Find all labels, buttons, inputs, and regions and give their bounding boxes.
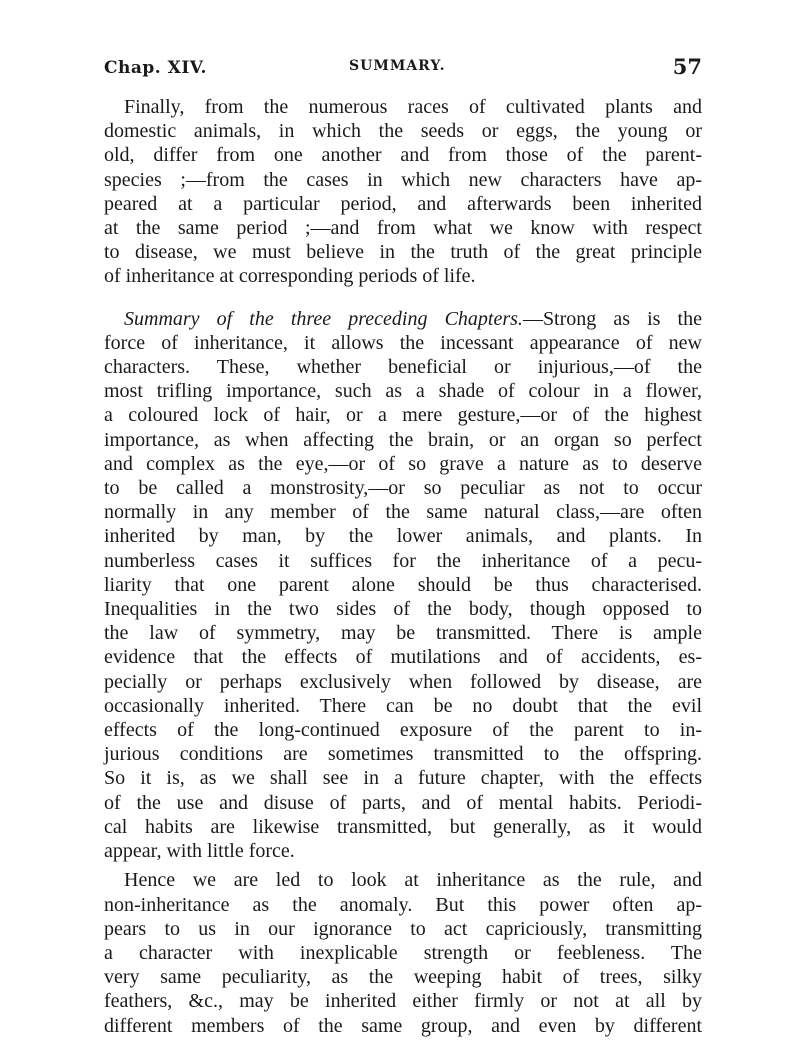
text-line: of inheritance at corresponding periods of life. — [104, 265, 476, 288]
text-line: peared at a particular period, and afterwards been inherited — [104, 192, 702, 215]
text-line: very same peculiarity, as the weeping habit of trees, silky — [104, 966, 702, 989]
running-title: SUMMARY. — [349, 58, 446, 74]
running-head — [104, 52, 702, 86]
text-line: at the same period ;—and from what we know with respect — [104, 217, 702, 240]
text-line: Inequalities in the two sides of the body, though opposed to — [104, 598, 702, 621]
text-line: domestic animals, in which the seeds or eggs, the young or — [104, 120, 702, 143]
text-line: Finally, from the numerous races of cultivated plants and — [124, 96, 702, 118]
text-line: appear, with little force. — [104, 840, 295, 863]
text-line: and complex as the eye,—or of so grave a nature as to deserve — [104, 452, 702, 475]
paragraph-hence — [104, 868, 702, 1037]
text-line — [104, 307, 702, 331]
text-line: to disease, we must believe in the truth of the great principle — [104, 241, 702, 264]
text-line: So it is, as we shall see in a future chapter, with the effects — [104, 767, 702, 790]
text-line: effects of the long-continued exposure of the parent to in- — [104, 719, 702, 742]
text-fragment: —Strong as is the — [522, 307, 702, 330]
text-line: importance, as when affecting the brain, or an organ so perfect — [104, 428, 702, 451]
text-line: feathers, &c., may be inherited either firmly or not at all by — [104, 990, 702, 1013]
text-line: cal habits are likewise transmitted, but generally, as it would — [104, 815, 702, 838]
text-line: normally in any member of the same natural class,—are often — [104, 501, 702, 524]
text-line: Hence we are led to look at inheritance as the rule, and — [124, 869, 702, 892]
text-line: of the use and disuse of parts, and of mental habits. Periodi- — [104, 791, 702, 814]
text-line: to be called a monstrosity,—or so peculiar as not to occur — [104, 477, 702, 500]
text-line: a coloured lock of hair, or a mere gesture,—or of the highest — [104, 404, 702, 427]
text-line: the law of symmetry, may be transmitted. There is ample — [104, 622, 702, 645]
paragraph-finally — [104, 95, 702, 289]
text-line: pecially or perhaps exclusively when followed by disease, are — [104, 670, 702, 693]
text-line: occasionally inherited. There can be no doubt that the evil — [104, 694, 702, 717]
text-line: liarity that one parent alone should be thus characterised. — [104, 573, 702, 596]
text-line: characters. These, whether beneficial or injurious,—of the — [104, 356, 702, 379]
paragraph-summary — [104, 307, 702, 864]
text-line: evidence that the effects of mutilations and of accidents, es- — [104, 646, 702, 669]
text-line: non-inheritance as the anomaly. But this power often ap- — [104, 893, 702, 916]
book-page — [104, 52, 702, 1038]
text-line: numberless cases it suffices for the inheritance of a pecu- — [104, 549, 702, 572]
section-heading: Summary of the three preceding Chapters. — [124, 307, 523, 330]
page-number: 57 — [672, 54, 702, 79]
text-line: force of inheritance, it allows the incessant appearance of new — [104, 331, 702, 354]
text-line: inherited by man, by the lower animals, and plants. In — [104, 525, 702, 548]
text-line: jurious conditions are sometimes transmitted to the offspring. — [104, 743, 702, 766]
text-line: pears to us in our ignorance to act capriciously, transmitting — [104, 917, 702, 940]
text-line: a character with inexplicable strength or feebleness. The — [104, 941, 702, 964]
text-line: different members of the same group, and even by different — [104, 1014, 702, 1037]
text-line: most trifling importance, such as a shade of colour in a flower, — [104, 380, 702, 403]
text-line: species ;—from the cases in which new characters have ap- — [104, 168, 702, 191]
chapter-label: Chap. XIV. — [104, 58, 207, 78]
text-line: old, differ from one another and from those of the parent- — [104, 144, 702, 167]
